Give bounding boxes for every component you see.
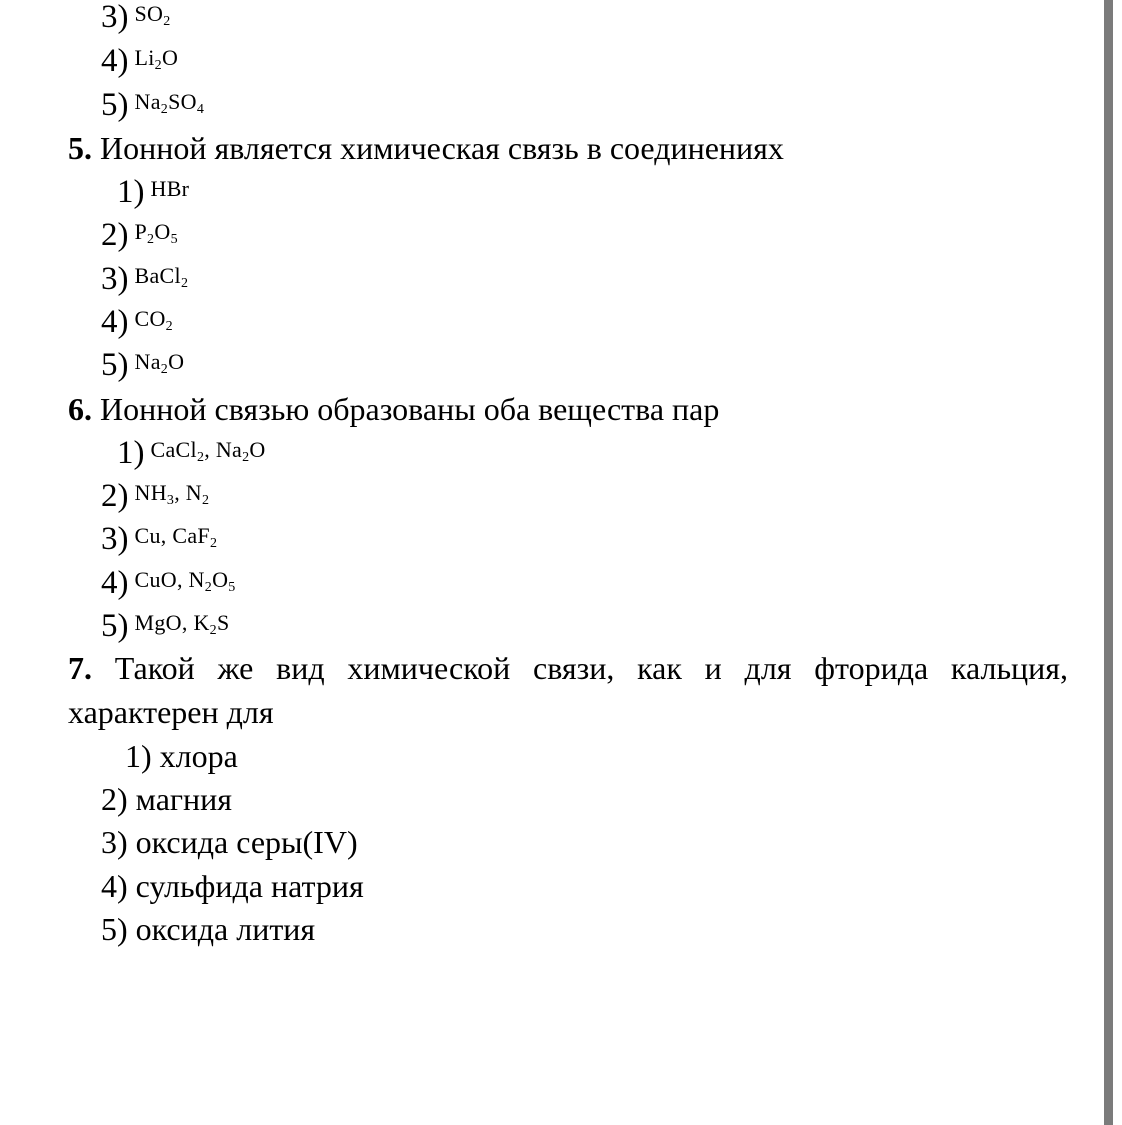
question-text: Ионной является химическая связь в соединениях [92, 130, 784, 166]
option-number: 4) [101, 43, 129, 79]
option-number: 1) [117, 435, 145, 471]
option-formula: Cu, CaF$_2$ [134, 523, 218, 551]
formula-subscript: 4 [196, 102, 205, 117]
q7-option-5: 5) оксида лития [101, 911, 316, 947]
option-number: 2) [101, 478, 129, 514]
option-number: 3) [101, 521, 129, 557]
q4-option-5 [101, 84, 204, 128]
q7-option-2: 2) магния [101, 781, 232, 817]
option-formula: $Na_2O$ [134, 349, 185, 377]
option-formula: CaCl$_2$, $Na_2O$ [150, 437, 266, 465]
q6-option-4 [101, 562, 236, 606]
q6-option-3 [101, 518, 217, 562]
q5-option-5 [101, 344, 184, 388]
option-number: 2) [101, 217, 129, 253]
option-formula: $NH_3$, $N_2$ [134, 480, 210, 508]
question-number: 7. [68, 650, 92, 686]
q4-option-3 [101, 0, 171, 40]
formula-subscript: 2 [163, 14, 171, 29]
q7-option-4: 4) сульфида натрия [101, 868, 364, 904]
formula-subscript: 2 [204, 580, 213, 595]
q6-option-2 [101, 475, 209, 519]
question-text: Такой же вид химической связи, как и для фторида кальция, характерен для [68, 650, 1068, 730]
option-number: 5) [101, 347, 129, 383]
question-text: Ионной связью образованы оба вещества пар [92, 391, 720, 427]
option-number: 3) [101, 0, 129, 35]
formula-subscript: 2 [209, 536, 218, 551]
question-5 [68, 128, 784, 168]
q5-option-4 [101, 301, 173, 345]
question-6 [68, 389, 719, 429]
formula-subscript: 2 [165, 319, 173, 334]
formula-subscript: 2 [209, 623, 217, 638]
q6-option-5 [101, 605, 230, 649]
formula-subscript: 5 [170, 232, 178, 247]
scrollbar-thumb[interactable] [1104, 0, 1113, 1125]
question-7 [68, 646, 1068, 734]
question-number: 5. [68, 130, 92, 166]
q4-option-4 [101, 40, 178, 84]
option-formula: MgO, $K_2S$ [134, 610, 230, 638]
formula-subscript: 2 [160, 362, 169, 377]
option-formula: $SO_2$ [134, 1, 171, 29]
formula-subscript: 3 [166, 493, 175, 508]
formula-subscript: 2 [147, 232, 155, 247]
option-formula: BaCl$_2$ [134, 263, 189, 291]
q6-option-1 [117, 432, 266, 476]
formula-subscript: 2 [196, 450, 205, 465]
q5-option-2 [101, 214, 178, 258]
q7-option-1: 1) хлора [125, 738, 238, 774]
option-number: 5) [101, 608, 129, 644]
scrollbar[interactable] [1102, 0, 1122, 1125]
option-number: 4) [101, 304, 129, 340]
option-formula: CuO, $N_2O_5$ [134, 567, 236, 595]
option-formula: $P_2O_5$ [134, 219, 178, 247]
formula-subscript: 2 [160, 102, 169, 117]
option-formula: $CO_2$ [134, 306, 173, 334]
option-formula: HBr [150, 176, 190, 201]
formula-subscript: 2 [154, 58, 162, 73]
question-number: 6. [68, 391, 92, 427]
formula-subscript: 5 [228, 580, 236, 595]
formula-subscript: 2 [202, 493, 210, 508]
option-number: 4) [101, 565, 129, 601]
q5-option-1 [117, 171, 189, 215]
formula-subscript: 2 [180, 276, 189, 291]
option-number: 5) [101, 87, 129, 123]
formula-subscript: 2 [242, 450, 250, 465]
q7-option-3: 3) оксида серы(IV) [101, 824, 358, 860]
option-number: 1) [117, 174, 145, 210]
option-formula: $Li_2O$ [134, 45, 179, 73]
option-number: 3) [101, 261, 129, 297]
q5-option-3 [101, 258, 188, 302]
option-formula: $Na_2SO_4$ [134, 89, 205, 117]
